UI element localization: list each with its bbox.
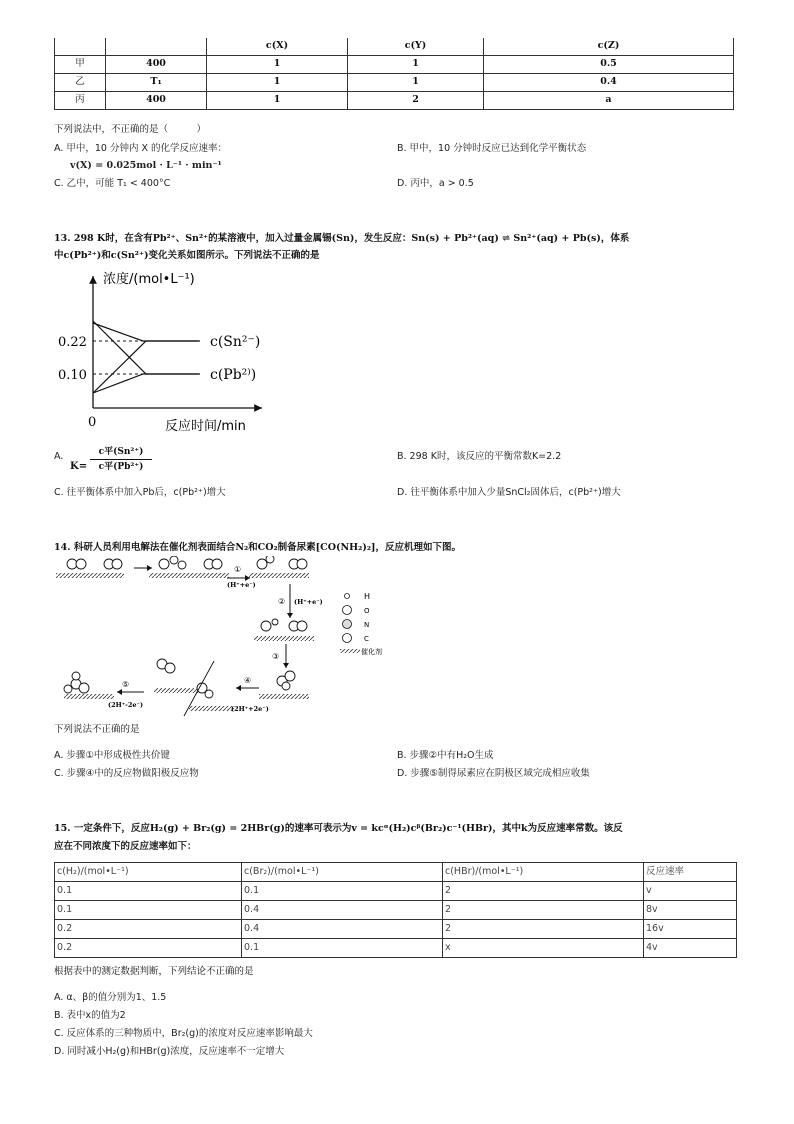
q15-stem-line2: 应在不同浓度下的反应速率如下： — [54, 841, 197, 852]
sn-curve — [93, 341, 200, 393]
table-cell: 0.1 — [55, 882, 242, 901]
fraction-bar — [90, 459, 152, 460]
origin-label: 0 — [88, 415, 97, 430]
table-cell: 0.4 — [242, 901, 443, 920]
table-cell: x — [443, 939, 644, 958]
catalyst-surface — [56, 573, 124, 578]
q14-option-c: C. 步骤④中的反应物做阳极反应物 — [54, 768, 199, 779]
q15-stem-line1: 15. 一定条件下，反应H₂(g) + Br₂(g) = 2HBr(g)的速率可表示为v = kcᵅ(H₂)cᵝ(Br₂)c⁻¹(HBr)，其中k为反应速率常数。该反 — [54, 823, 623, 834]
table-cell: 0.1 — [55, 901, 242, 920]
table-cell: 1 — [348, 74, 484, 92]
table-cell: 1 — [207, 56, 348, 74]
q14-prompt: 下列说法不正确的是 — [54, 724, 140, 735]
table-cell: c(Br₂)/(mol•L⁻¹) — [242, 863, 443, 882]
table-cell: 2 — [443, 882, 644, 901]
table-cell: 400 — [106, 92, 207, 110]
q15-prompt: 根据表中的测定数据判断，下列结论不正确的是 — [54, 966, 254, 977]
table-cell: 0.1 — [242, 939, 443, 958]
q14-option-a: A. 步骤①中形成极性共价键 — [54, 750, 170, 761]
q13-fraction — [90, 446, 152, 473]
table-cell: 1 — [348, 56, 484, 74]
q14-stem: 14. 科研人员利用电解法在催化剂表面结合N₂和CO₂制备尿素[CO(NH₂)₂]，反应机理如下图。 — [54, 542, 461, 553]
table-cell: 乙 — [55, 74, 106, 92]
table-row — [55, 882, 737, 901]
rate-table — [54, 862, 737, 958]
q12-prompt: 下列说法中，不正确的是（ ） — [54, 124, 207, 135]
table-cell: 2 — [443, 920, 644, 939]
legend-c: C — [364, 635, 369, 643]
tick-label-low: 0.10 — [58, 368, 87, 383]
table-row — [55, 56, 734, 74]
table-cell: 1 — [207, 74, 348, 92]
table-cell: c(H₂)/(mol•L⁻¹) — [55, 863, 242, 882]
reaction-table — [54, 38, 734, 110]
legend-catalyst: 催化剂 — [361, 648, 382, 656]
table-cell: 2 — [443, 901, 644, 920]
step-5-condition: (2H⁺-2e⁻) — [108, 701, 144, 709]
table-cell: 反应速率 — [644, 863, 737, 882]
q13-option-b: B. 298 K时，该反应的平衡常数K=2.2 — [397, 451, 562, 462]
concentration-graph — [50, 268, 290, 438]
step-4-condition: (2H⁺+2e⁻) — [231, 705, 269, 713]
catalyst-surface — [189, 706, 234, 711]
series-label-pb: c(Pb²⁾) — [210, 367, 257, 383]
table-cell: c(Y) — [348, 38, 484, 56]
fraction-numerator: c平(Sn²⁺) — [98, 447, 144, 457]
q12-option-a-rate: v(X) = 0.025mol · L⁻¹ · min⁻¹ — [70, 160, 222, 171]
q13-option-a-label: A. — [54, 451, 64, 462]
q12-option-b: B. 甲中，10 分钟时反应已达到化学平衡状态 — [397, 143, 587, 154]
legend-n: N — [364, 621, 370, 629]
legend-o: O — [364, 607, 370, 615]
catalyst-surface — [64, 694, 114, 699]
q15-option-a: A. α、β的值分别为1、1.5 — [54, 992, 167, 1003]
catalyst-surface — [249, 573, 309, 578]
q12-option-c: C. 乙中，可能 T₁ < 400°C — [54, 178, 171, 189]
q12-option-d: D. 丙中，a > 0.5 — [397, 178, 474, 189]
table-cell: 丙 — [55, 92, 106, 110]
q15-option-c: C. 反应体系的三种物质中，Br₂(g)的浓度对反应速率影响最大 — [54, 1028, 313, 1039]
table-cell: 2 — [348, 92, 484, 110]
table-cell: 1 — [207, 92, 348, 110]
table-row — [55, 92, 734, 110]
table-header-row — [55, 38, 734, 56]
step-1-label: ① — [234, 565, 242, 574]
table-row — [55, 74, 734, 92]
step-1-condition: (H⁺+e⁻) — [227, 581, 256, 589]
table-cell: 0.2 — [55, 939, 242, 958]
q13-option-c: C. 往平衡体系中加入Pb后，c(Pb²⁺)增大 — [54, 487, 226, 498]
table-cell: 0.4 — [242, 920, 443, 939]
catalyst-surface — [149, 573, 229, 578]
catalyst-surface — [154, 688, 199, 693]
y-axis-label: 浓度/(mol•L⁻¹) — [103, 272, 195, 287]
mechanism-diagram — [54, 556, 414, 721]
table-cell: c(X) — [207, 38, 348, 56]
table-cell — [106, 38, 207, 56]
table-cell — [55, 38, 106, 56]
table-cell: 16v — [644, 920, 737, 939]
step-3-label: ③ — [272, 652, 280, 661]
catalyst-surface — [259, 694, 309, 699]
table-cell: c(HBr)/(mol•L⁻¹) — [443, 863, 644, 882]
sn-rising-curve — [93, 323, 198, 341]
table-row — [55, 901, 737, 920]
table-cell: 0.1 — [242, 882, 443, 901]
legend — [340, 592, 382, 656]
table-header-row — [55, 863, 737, 882]
q13-stem-line1: 13. 298 K时，在含有Pb²⁺、Sn²⁺的某溶液中，加入过量金属锡(Sn)，发生反应：Sn(s) + Pb²⁺(aq) ⇌ Sn²⁺(aq) + Pb(s)，体系 — [54, 233, 630, 244]
q15-option-b: B. 表中x的值为2 — [54, 1010, 126, 1021]
table-cell: T₁ — [106, 74, 207, 92]
table-cell: 400 — [106, 56, 207, 74]
tick-label-high: 0.22 — [58, 335, 87, 350]
catalyst-surface — [254, 636, 314, 641]
table-cell: 甲 — [55, 56, 106, 74]
table-cell: 0.2 — [55, 920, 242, 939]
series-label-sn: c(Sn²⁻) — [210, 334, 261, 350]
table-cell: 4v — [644, 939, 737, 958]
table-cell: 0.5 — [484, 56, 734, 74]
table-row — [55, 920, 737, 939]
q12-option-a: A. 甲中，10 分钟内 X 的化学反应速率： — [54, 143, 228, 154]
q13-option-d: D. 往平衡体系中加入少量SnCl₂固体后，c(Pb²⁺)增大 — [397, 487, 621, 498]
step-2-label: ② — [278, 597, 286, 606]
step-4-label: ④ — [244, 676, 252, 685]
x-axis-label: 反应时间/min — [165, 419, 246, 434]
step-5-label: ⑤ — [122, 680, 130, 689]
table-cell: a — [484, 92, 734, 110]
q13-option-a-k: K= — [70, 461, 88, 472]
legend-h: H — [364, 592, 371, 601]
fraction-denominator: c平(Pb²⁺) — [98, 462, 144, 473]
q15-option-d: D. 同时减小H₂(g)和HBr(g)浓度，反应速率不一定增大 — [54, 1046, 285, 1057]
table-row — [55, 939, 737, 958]
table-cell: 0.4 — [484, 74, 734, 92]
q13-stem-line2: 中c(Pb²⁺)和c(Sn²⁺)变化关系如图所示。下列说法不正确的是 — [54, 250, 320, 261]
q14-option-b: B. 步骤②中有H₂O生成 — [397, 750, 494, 761]
step-2-condition: (H⁺+e⁻) — [294, 598, 323, 606]
table-cell: c(Z) — [484, 38, 734, 56]
table-cell: 8v — [644, 901, 737, 920]
table-cell: v — [644, 882, 737, 901]
q14-option-d: D. 步骤⑤制得尿素应在阴极区域完成相应收集 — [397, 768, 590, 779]
